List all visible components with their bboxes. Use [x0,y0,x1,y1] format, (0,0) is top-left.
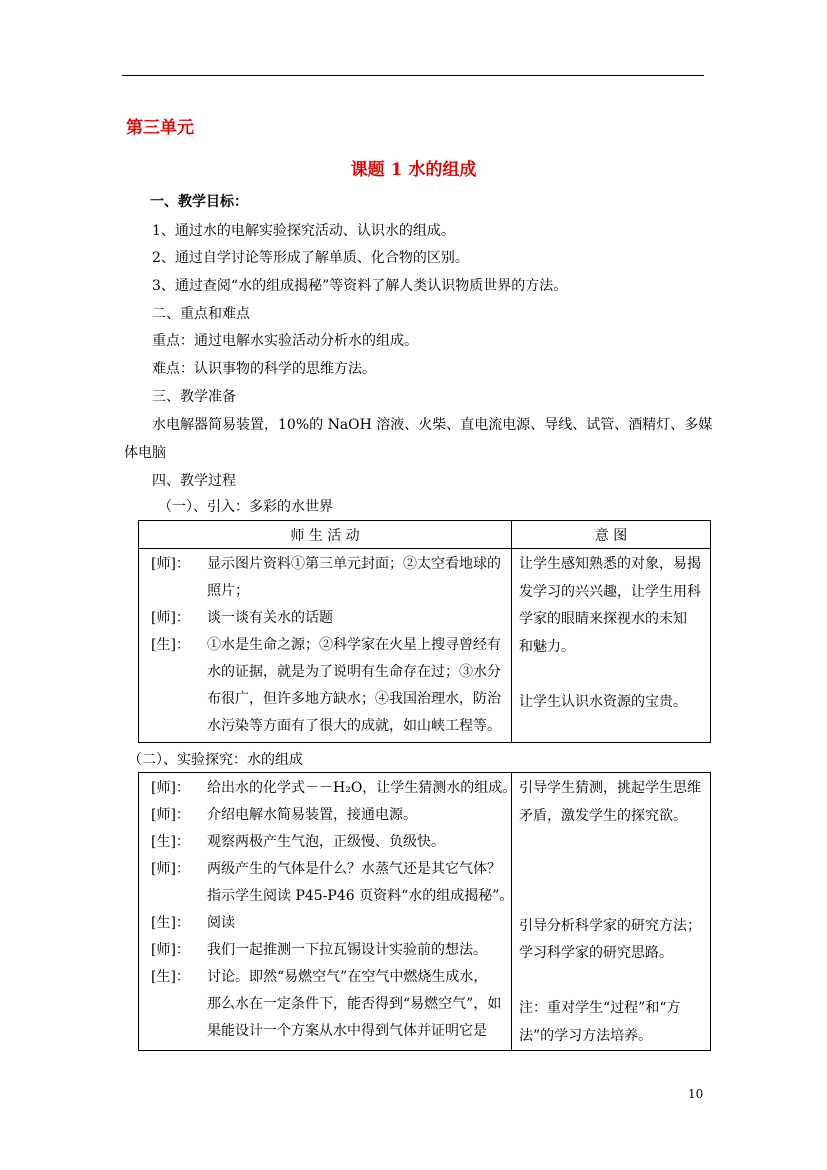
activity-line: [师]： 我们一起推测一下拉瓦锡设计实验前的想法。 [151,942,487,958]
section-heading: （一）、引入：多彩的水世界 [158,499,333,515]
objective-item: 2、通过自学讨论等形成了解单质、化合物的区别。 [152,250,469,266]
activity-cell [139,549,512,743]
key-point: 重点：通过电解水实验活动分析水的组成。 [152,333,418,349]
keypoints-heading: 二、重点和难点 [152,306,250,322]
preparation-text: 水电解器简易装置，10%的 NaOH 溶液、火柴、直电流电源、导线、试管、酒精灯、多媒 [152,417,713,433]
activity-line: 布很广，但许多地方缺水；④我国治理水，防治 [207,691,501,707]
page-number: 10 [688,1087,704,1101]
activity-cell [139,773,517,1051]
activity-line: 水的证据，就是为了说明有生命存在过；③水分 [207,664,501,680]
activity-line: [师]： 两级产生的气体是什么？水蒸气还是其它气体？ [151,861,501,877]
activity-line: 那么水在一定条件下，能否得到“易燃空气”，如 [207,996,502,1012]
objective-item: 3、通过查阅“水的组成揭秘”等资料了解人类认识物质世界的方法。 [152,278,568,294]
table-header-purpose: 意 图 [512,521,711,549]
activity-line: [师]： 给出水的化学式－－H₂O，让学生猜测水的组成。 [151,780,517,796]
purpose-line: 引导分析科学家的研究方法； [519,917,701,934]
purpose-cell [512,773,711,1051]
activity-line: 水污染等方面有了很大的成就，如山峡工程等。 [207,718,501,734]
table-header-activity: 师 生 活 动 [139,521,512,549]
activity-line: [生]： 阅读 [151,915,235,931]
purpose-line [512,830,710,858]
activity-line: [师]： 显示图片资料①第三单元封面；②太空看地球的 [151,556,501,572]
activity-line: 指示学生阅读 P45-P46 页资料“水的组成揭秘”。 [207,888,514,904]
activity-table-2 [138,772,711,1051]
purpose-line [512,885,710,913]
purpose-line: 法”的学习方法培养。 [519,1027,653,1044]
preparation-text-cont: 体电脑 [124,445,166,461]
purpose-line: 矛盾，激发学生的探究欲。 [519,807,687,824]
purpose-line: 引导学生猜测，挑起学生思维 [519,780,701,796]
activity-line: [师]： 谈一谈有关水的话题 [151,610,333,626]
purpose-line: 发学习的兴兴趣，让学生用科 [519,583,701,600]
activity-line: [生]： 观察两极产生气泡，正级慢、负级快。 [151,834,445,850]
purpose-line: 和魅力。 [519,638,575,655]
purpose-line: 注：重对学生“过程”和“方 [519,1000,681,1016]
objective-item: 1、通过水的电解实验探究活动、认识水的组成。 [152,223,455,239]
purpose-line: 让学生认识水资源的宝贵。 [519,693,687,710]
purpose-line: 学家的眼睛来探视水的未知 [519,611,687,627]
activity-line: 果能设计一个方案从水中得到气体并证明它是 [207,1023,487,1039]
unit-title: 第三单元 [126,118,194,138]
purpose-line [512,858,710,886]
objectives-heading: 一、教学目标： [150,194,248,210]
purpose-line [512,968,710,996]
lesson-title: 课题 1 水的组成 [350,160,477,180]
activity-line: 照片； [207,583,249,599]
activity-line: [师]： 介绍电解水简易装置，接通电源。 [151,807,417,823]
purpose-line [512,661,710,689]
preparation-heading: 三、教学准备 [152,389,236,405]
purpose-cell [512,549,711,743]
activity-line: [生]： ①水是生命之源；②科学家在火星上搜寻曾经有 [151,637,501,653]
activity-line: [生]： 讨论。即然“易燃空气”在空气中燃烧生成水， [151,969,488,985]
section-heading: （二）、实验探究：水的组成 [128,752,303,768]
activity-table-1 [138,520,711,743]
process-heading: 四、教学过程 [152,473,236,489]
purpose-line: 学习科学家的研究思路。 [519,945,673,961]
difficult-point: 难点：认识事物的科学的思维方法。 [152,361,376,377]
purpose-line: 让学生感知熟悉的对象，易揭 [519,556,701,572]
header-rule [122,75,704,76]
